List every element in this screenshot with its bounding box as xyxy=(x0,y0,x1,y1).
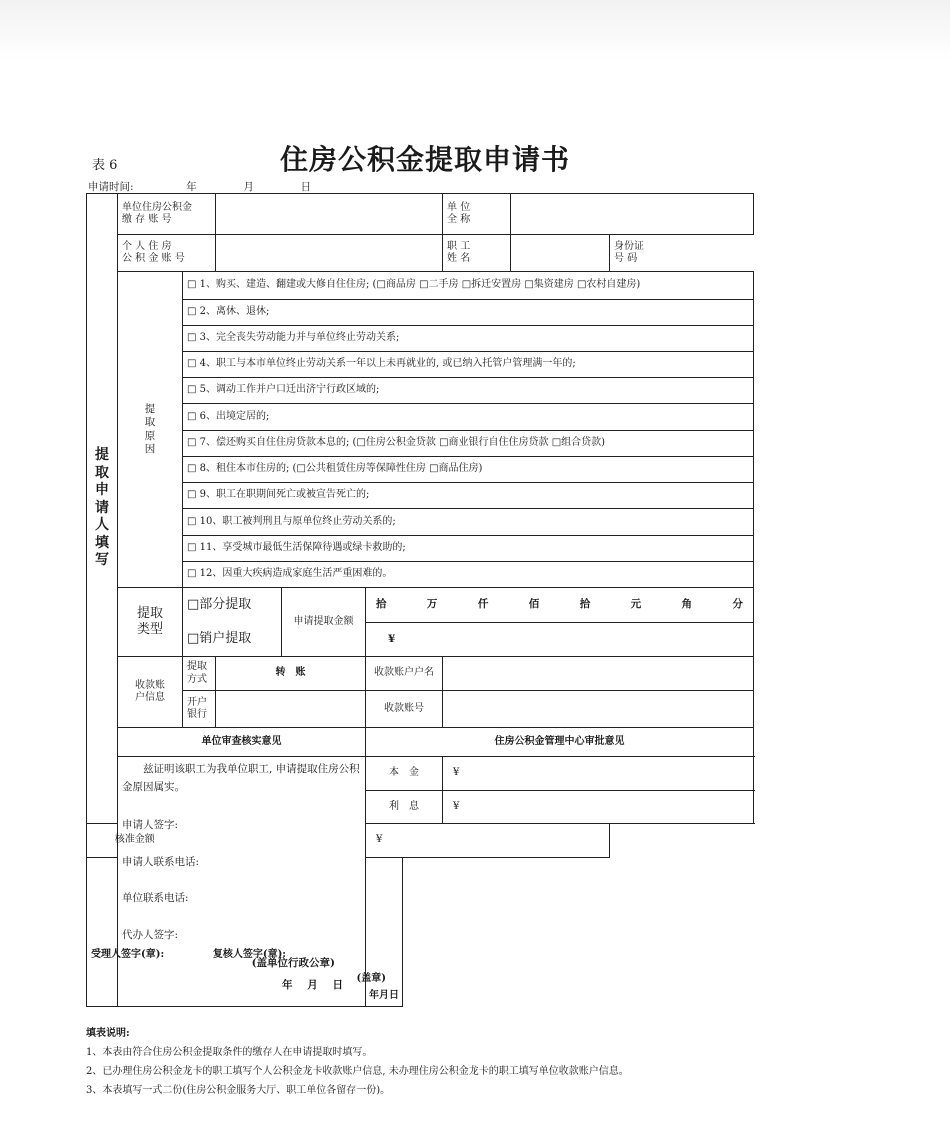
id-number-label: 身份证 号 码 xyxy=(610,235,754,272)
account-name-label: 收款账户户名 xyxy=(366,657,443,691)
unit-account-label: 单位住房公积金 缴 存 账 号 xyxy=(118,194,216,235)
withdraw-type-label: 提取 类型 xyxy=(118,588,183,657)
interest-label: 利 息 xyxy=(366,791,443,824)
principal-label: 本 金 xyxy=(366,757,443,791)
employee-name-field[interactable] xyxy=(511,235,610,272)
unit-name-label: 单 位 全 称 xyxy=(443,194,511,235)
applicant-section-label: 提 取 申 请 人 填 写 xyxy=(87,194,118,824)
checker-sign-field[interactable]: 复核人签字(章): xyxy=(212,948,286,960)
apply-month[interactable]: 月 xyxy=(243,181,254,193)
personal-account-label: 个 人 住 房 公 积 金 账 号 xyxy=(118,235,216,272)
reason-11[interactable]: □ 11、享受城市最低生活保障待遇或绿卡救助的; xyxy=(183,536,754,562)
amount-label: 申请提取金额 xyxy=(282,588,366,657)
personal-account-field[interactable] xyxy=(216,235,443,272)
employee-name-label: 职 工 姓 名 xyxy=(443,235,511,272)
approved-amount-field[interactable]: ¥ xyxy=(366,824,610,858)
center-review-header: 住房公积金管理中心审批意见 xyxy=(366,728,754,757)
reason-9[interactable]: □ 9、职工在职期间死亡或被宣告死亡的; xyxy=(183,483,754,509)
applicant-phone-field[interactable]: 申请人联系电话: xyxy=(122,855,200,868)
unit-phone-field[interactable]: 单位联系电话: xyxy=(122,892,189,905)
form-number: 表 6 xyxy=(92,158,118,173)
page-title: 住房公积金提取申请书 xyxy=(280,143,571,176)
unit-review-date: 年 月 日 xyxy=(282,978,343,991)
method-label: 提取方式 xyxy=(183,657,216,691)
bank-field[interactable] xyxy=(216,691,366,728)
reason-7[interactable]: □ 7、偿还购买自住住房贷款本息的; (□住房公积金贷款 □商业银行自住住房贷款 □组合贷款) xyxy=(183,431,754,457)
approved-amount-label: 核准金额 xyxy=(87,824,183,858)
unit-seal-note: (盖单位行政公章) xyxy=(251,957,335,970)
reason-label: 提 取 原 因 xyxy=(118,272,183,588)
application-form-table xyxy=(86,193,754,1007)
account-name-field[interactable] xyxy=(443,657,754,691)
center-seal-note: (盖章) xyxy=(356,973,386,984)
reason-8[interactable]: □ 8、租住本市住房的; (□公共租赁住房等保障性住房 □商品住房) xyxy=(183,457,754,483)
amount-field[interactable]: ¥ xyxy=(366,623,754,657)
payee-info-label: 收款账 户信息 xyxy=(118,657,183,728)
reason-3[interactable]: □ 3、完全丧失劳动能力并与单位终止劳动关系; xyxy=(183,326,754,352)
apply-date-label: 申请时间: xyxy=(88,181,134,193)
amount-units-row: 拾 万 仟 佰 拾 元 角 分 xyxy=(366,588,754,623)
account-no-label: 收款账号 xyxy=(366,691,443,728)
scan-margin xyxy=(0,0,950,60)
partial-withdraw-option[interactable]: □部分提取 xyxy=(183,588,282,623)
applicant-sign-field[interactable]: 申请人签字: xyxy=(122,818,179,831)
principal-field[interactable]: ¥ xyxy=(443,757,754,791)
unit-review-text-1: 兹证明该职工为我单位职工, 申请提取住房公积 xyxy=(143,763,360,775)
method-value[interactable]: 转 账 xyxy=(216,657,366,691)
receiver-sign-field[interactable]: 受理人签字(章): xyxy=(91,948,165,960)
reason-4[interactable]: □ 4、职工与本市单位终止劳动关系一年以上未再就业的, 或已纳入托管户管理满一年的; xyxy=(183,352,754,378)
account-no-field[interactable] xyxy=(443,691,754,728)
bank-label: 开户银行 xyxy=(183,691,216,728)
instruction-3: 3、本表填写一式二份(住房公积金服务大厅、职工单位各留存一份)。 xyxy=(86,1085,391,1096)
instruction-2: 2、已办理住房公积金龙卡的职工填写个人公积金龙卡收款账户信息, 未办理住房公积金龙卡的职工填写单位收款账户信息。 xyxy=(86,1066,629,1077)
instruction-1: 1、本表由符合住房公积金提取条件的缴存人在申请提取时填写。 xyxy=(86,1047,373,1058)
close-account-option[interactable]: □销户提取 xyxy=(183,623,282,657)
apply-year[interactable]: 年 xyxy=(186,181,197,193)
apply-day[interactable]: 日 xyxy=(300,181,312,193)
reason-6[interactable]: □ 6、出境定居的; xyxy=(183,404,754,431)
reason-12[interactable]: □ 12、因重大疾病造成家庭生活严重困难的。 xyxy=(183,562,754,588)
interest-field[interactable]: ¥ xyxy=(443,791,754,824)
agent-sign-field[interactable]: 代办人签字: xyxy=(122,929,179,942)
reason-5[interactable]: □ 5、调动工作并户口迁出济宁行政区域的; xyxy=(183,378,754,404)
instructions-heading: 填表说明: xyxy=(86,1028,130,1039)
reason-2[interactable]: □ 2、离休、退休; xyxy=(183,300,754,326)
reason-1[interactable]: □ 1、购买、建造、翻建或大修自住住房; (□商品房 □二手房 □拆迁安置房 □集资建房 □农村自建房) xyxy=(183,272,754,300)
fill-instructions xyxy=(86,1024,629,1100)
unit-review-header: 单位审查核实意见 xyxy=(118,728,366,757)
apply-date-line xyxy=(88,179,311,194)
reason-10[interactable]: □ 10、职工被判刑且与原单位终止劳动关系的; xyxy=(183,509,754,536)
center-approval-date: 年 月 日 xyxy=(369,989,399,1001)
unit-name-field[interactable] xyxy=(511,194,754,235)
unit-review-text-2: 金原因属实。 xyxy=(122,780,185,793)
unit-account-field[interactable] xyxy=(216,194,443,235)
